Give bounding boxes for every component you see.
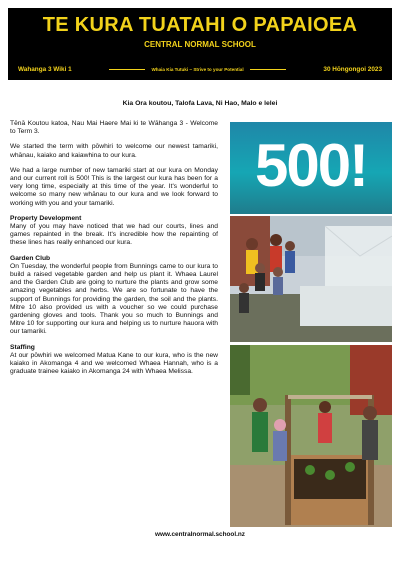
school-maori-name: TE KURA TUATAHI O PAPAIOEA bbox=[42, 14, 358, 36]
term-week: Wahanga 3 Wiki 1 bbox=[18, 65, 72, 73]
masthead-info-row bbox=[18, 64, 382, 74]
property-heading: Property Development bbox=[10, 214, 82, 222]
powhiri-paragraph: We started the term with pōwhiri to welcome our newest tamariki, whānau, kaiako and kaiawhina to our kura. bbox=[10, 143, 218, 159]
divider-line bbox=[109, 69, 145, 70]
motto-group bbox=[109, 67, 285, 72]
newsletter-date: 30 Hōngongoi 2023 bbox=[323, 65, 382, 73]
masthead bbox=[8, 8, 392, 80]
school-motto: Whaia Kia Tutuki ~ Strive to your Potential bbox=[151, 66, 244, 72]
divider-line bbox=[250, 69, 286, 70]
garden-paragraph: On Tuesday, the wonderful people from Bunnings came to our kura to build a raised vegetable garden and help us plant it. Whaea Laurel and the Garden Club are going to nurture the plants and grow some amazing vegetables and herbs. We are so fortunate to have the support of Bunnings for providing the garden, the soil and the plants. Mitre 10 also provided us with a voucher so we could purchase gardening gloves and tools. Thank you so much to Bunnings and Mitre 10 for supporting our kura and helping us to nurture hauora with our tamariki. bbox=[10, 262, 218, 336]
staffing-heading: Staffing bbox=[10, 343, 35, 351]
staffing-paragraph: At our pōwhiri we welcomed Matua Kane to our kura, who is the new kaiako in Akomanga 4 and we welcomed Whaea Hannah, who is a graduate trainee kaiako in Akomanga 24 with Whaea Melissa. bbox=[10, 351, 218, 376]
article-column bbox=[10, 120, 218, 383]
greeting: Kia Ora koutou, Talofa Lava, Ni Hao, Malo e lelei bbox=[122, 100, 278, 107]
roll-paragraph: We had a large number of new tamariki start at our kura on Monday and our current roll is 500! This is the largest our kura has been for a very long time, especially at this time of the year. It's wonderful to welcome so many new whānau to our kura and we look forward to working with you and your tamariki. bbox=[10, 166, 218, 207]
roll-number: 500! bbox=[254, 132, 368, 199]
raised-garden-photo bbox=[230, 345, 392, 527]
school-english-name: CENTRAL NORMAL SCHOOL bbox=[144, 40, 256, 49]
raised-garden-photo-drawing bbox=[230, 345, 392, 527]
garden-heading: Garden Club bbox=[10, 254, 51, 262]
property-paragraph: Many of you may have noticed that we had our courts, lines and games repainted in the break. It's incredible how the repainting of these lines has really enhanced our kura. bbox=[10, 223, 218, 247]
school-website-link[interactable]: www.centralnormal.school.nz bbox=[155, 531, 245, 538]
intro-paragraph: Tēnā Koutou katoa, Nau Mai Haere Mai ki te Wāhanga 3 - Welcome to Term 3. bbox=[10, 120, 218, 136]
garden-group-photo bbox=[230, 216, 392, 342]
garden-group-photo-drawing bbox=[230, 216, 392, 342]
roll-500-image bbox=[230, 122, 392, 214]
